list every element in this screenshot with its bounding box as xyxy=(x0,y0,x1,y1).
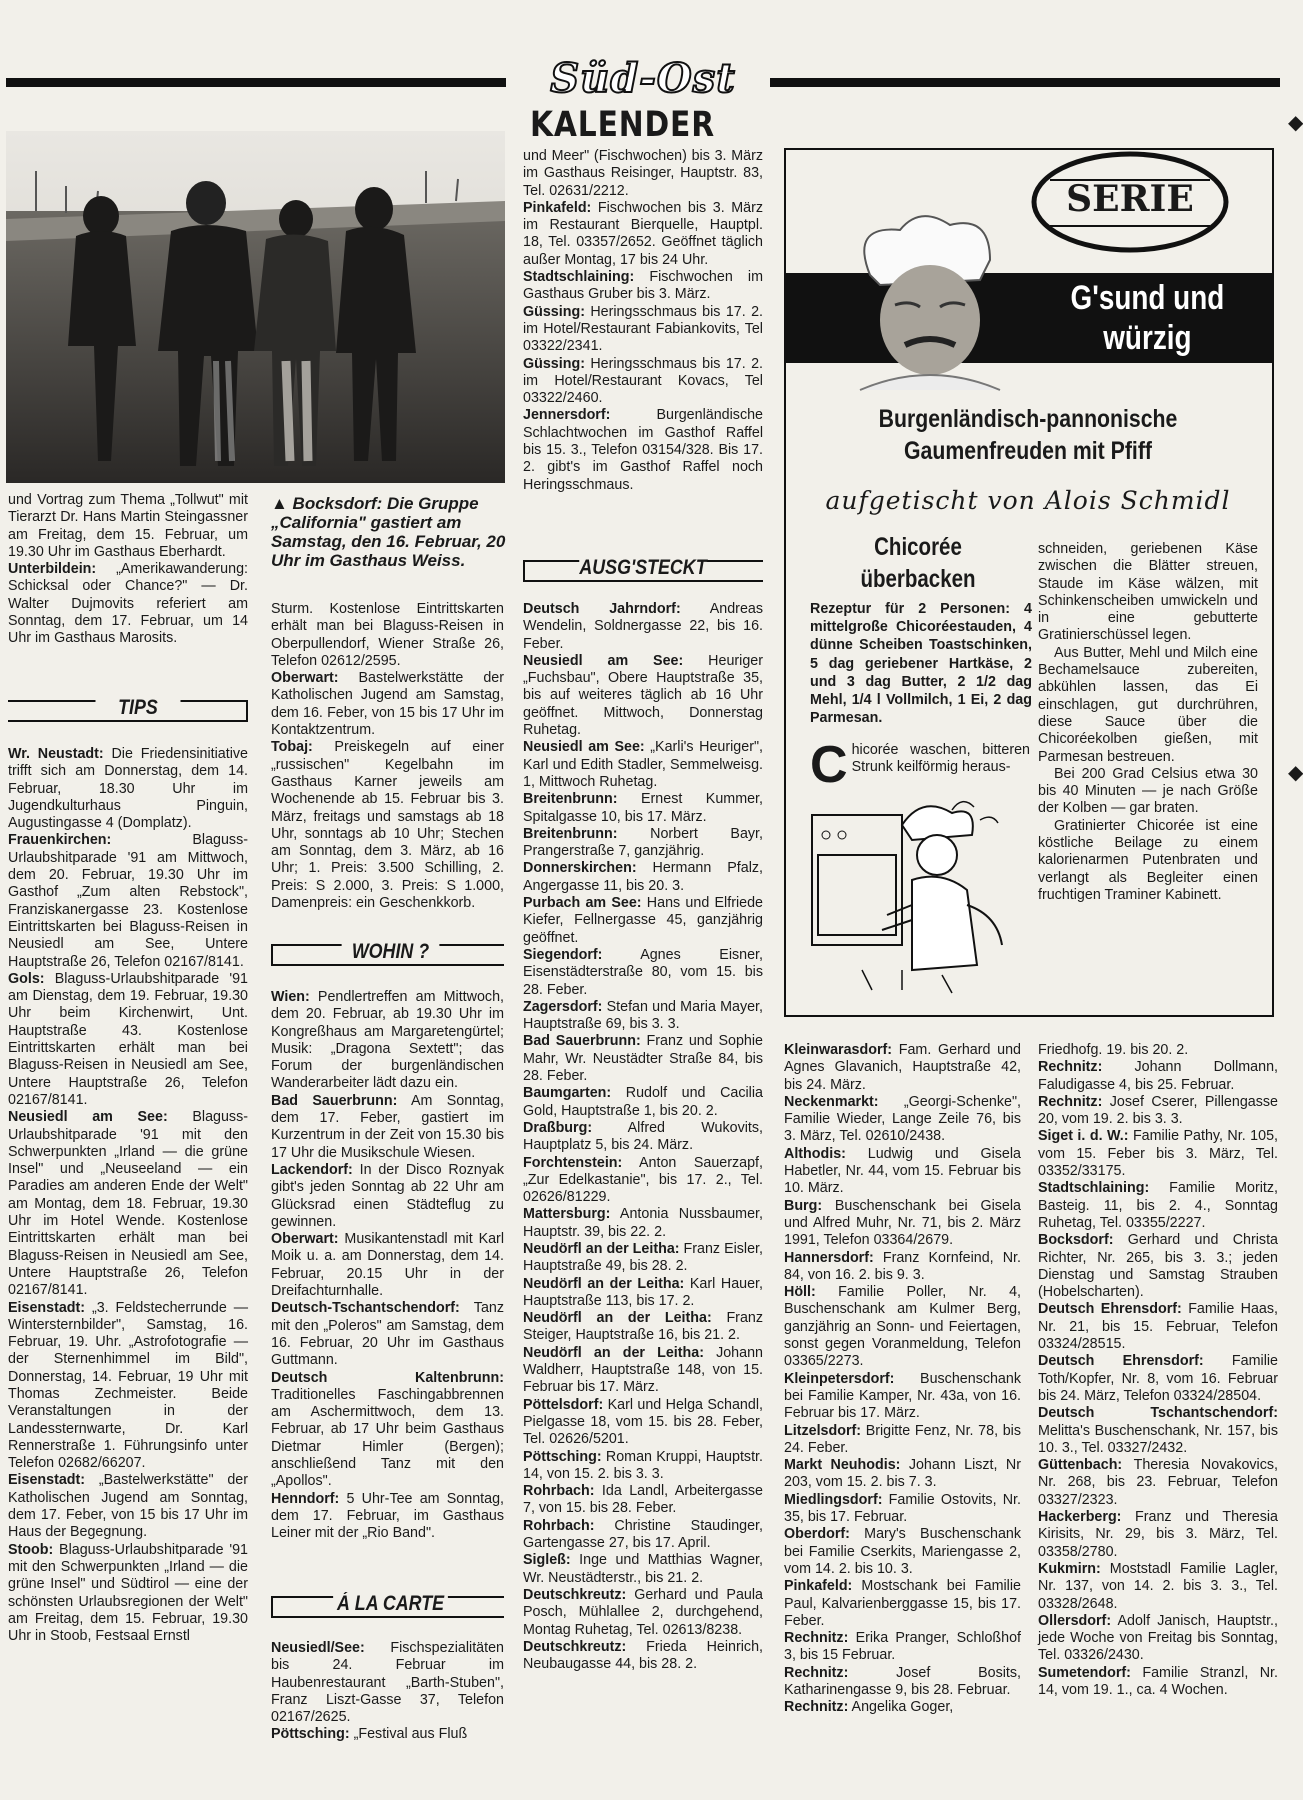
recipe-step-1-text: hicorée waschen, bitteren Strunk keilförmig heraus- xyxy=(851,742,1030,776)
col5-item: Litzelsdorf: Brigitte Fenz, Nr. 78, bis 24. Feber. xyxy=(784,1422,1021,1456)
masthead-rule-right xyxy=(770,78,1280,87)
col1-unterbildein: Unterbildein: „Amerikawanderung: Schicksal oder Chance?" — Dr. Walter Dujmovits referiert am Sonntag, dem 17. Februar, um 14 Uhr im Gasthaus Marosits. xyxy=(8,561,248,647)
tip-item: Frauenkirchen: Blaguss-Urlaubshitparade '91 am Mittwoch, dem 20. Februar, 19.30 Uhr im Gasthof „Zum alten Rebstock", Franziskanergasse 23. Kostenlose Eintrittskarten bei Blaguss-Reisen in Neusiedl am See, Untere Hauptstraße 26, Telefon 02167/8141. xyxy=(8,832,248,970)
col5-item: Neckenmarkt: „Georgi-Schenke", Familie Wieder, Lange Zeile 76, bis 3. März, Tel. 02610/2438. xyxy=(784,1093,1021,1145)
col6-item: Stadtschlaining: Familie Moritz, Basteig. 11, bis 2. 4., Sonntag Ruhetag, Tel. 03355/2227. xyxy=(1038,1180,1278,1231)
ausg-item: Siegendorf: Agnes Eisner, Eisenstädterstraße 80, vom 15. bis 28. Feber. xyxy=(523,946,763,998)
column-5 xyxy=(784,1042,1021,1717)
wohin-label: WOHIN ? xyxy=(342,940,440,964)
alacarte-item: Neusiedl/See: Fischspezialitäten bis 24. Februar im Haubenrestaurant „Barth-Stuben", Franz Liszt-Gasse 37, Telefon 02167/2625. xyxy=(271,1640,504,1726)
ausg-item: Purbach am See: Hans und Elfriede Kiefer, Fellnergasse 45, ganzjährig geöffnet. xyxy=(523,895,763,946)
col2-item: Oberwart: Bastelwerkstätte der Katholischen Jugend am Samstag, dem 16. Feber, von 15 bis 17 Uhr im Kontaktzentrum. xyxy=(271,670,504,739)
recipe-ingredients: Rezeptur für 2 Personen: 4 mittelgroße Chicoréestauden, 4 dünne Scheiben Toastschinken, 5 dag geriebener Hartkäse, 2 und 3 dag Butter, 2 1/2 dag Mehl, 1/4 l Vollmilch, 1 Ei, 2 dag Parmesan. xyxy=(810,601,1032,727)
col3-item: Jennersdorf: Burgenländische Schlachtwochen im Gasthof Raffel bis 15. 3., Telefon 03154/328. Bis 17. 2. gibt's im Gasthof Raffel noch Heringsschmaus. xyxy=(523,407,763,493)
masthead-logo xyxy=(512,55,774,147)
ausg-item: Deutschkreutz: Frieda Heinrich, Neubaugasse 44, bis 28. 2. xyxy=(523,1638,763,1673)
wohin-item: Wien: Pendlertreffen am Mittwoch, dem 20. Februar, ab 19.30 Uhr im Kongreßhaus am Margaretengürtel; Musik: „Dragona Sextett"; das Forum der burgenländischen Wanderarbeiter lädt dazu ein. xyxy=(271,989,504,1092)
col5-item: Rechnitz: Josef Bosits, Katharinengasse 9, bis 28. Februar. xyxy=(784,1664,1021,1698)
col5-item: Pinkafeld: Mostschank bei Familie Paul, Kalvarienberggasse 15, bis 17. Feber. xyxy=(784,1578,1021,1629)
col5-item: Rechnitz: Erika Pranger, Schloßhof 3, bis 15 Februar. xyxy=(784,1630,1021,1664)
ausg-item: Rohrbach: Ida Landl, Arbeitergasse 7, von 15. bis 28. Feber. xyxy=(523,1483,763,1517)
col5-item: Rechnitz: Angelika Goger, xyxy=(784,1699,954,1716)
ausg-item: Neusiedl am See: Heuriger „Fuchsbau", Obere Hauptstraße 35, bis auf weiteres täglich ab 16 Uhr geöffnet. Mittwoch, Donnerstag Ruhetag. xyxy=(523,652,763,739)
col3-item: Pinkafeld: Fischwochen bis 3. März im Restaurant Bierquelle, Hauptpl. 18, Tel. 03357/2652. Geöffnet täglich außer Montag, 17 bis 24 Uhr. xyxy=(523,199,763,268)
masthead-script: Süd-Ost xyxy=(550,55,736,102)
col6-item: Kukmirn: Moststadl Familie Lagler, Nr. 137, von 14. 2. bis 3. 3., Tel. 03328/2648. xyxy=(1038,1560,1278,1612)
recipe-steps-right xyxy=(1038,541,1258,904)
ausgsteckt-header xyxy=(523,556,763,582)
column-1-tips xyxy=(8,746,248,1645)
ausg-item: Breitenbrunn: Ernest Kummer, Spitalgasse 10, bis 17. März. xyxy=(523,791,763,825)
col5-item: Kleinpetersdorf: Buschenschank bei Familie Kamper, Nr. 43a, von 16. Februar bis 17. März. xyxy=(784,1370,1021,1422)
masthead-rule-left xyxy=(6,78,506,87)
col5-item: Hannersdorf: Franz Kornfeind, Nr. 84, von 16. 2. bis 9. 3. xyxy=(784,1249,1021,1283)
chef-portrait xyxy=(800,205,1060,395)
wohin-item: Deutsch-Tschantschendorf: Tanz mit den „Poleros" am Samstag, dem 16. Februar, 20 Uhr im Gasthaus Guttmann. xyxy=(271,1300,504,1369)
alacarte-item: Pöttsching: „Festival aus Fluß xyxy=(271,1726,468,1743)
ausg-item: Neudörfl an der Leitha: Karl Hauer, Hauptstraße 113, bis 17. 2. xyxy=(523,1275,763,1309)
ausg-item: Bad Sauerbrunn: Franz und Sophie Mahr, Wr. Neustädter Straße 84, bis 28. Feber. xyxy=(523,1033,763,1085)
serie-oval-label: SERIE xyxy=(1066,178,1194,220)
col6-item: Rechnitz: Johann Dollmann, Faludigasse 4, bis 25. Februar. xyxy=(1038,1059,1278,1093)
chef-cartoon xyxy=(802,795,1016,995)
wohin-item: Henndorf: 5 Uhr-Tee am Sonntag, dem 17. Februar, im Gasthaus Leiner mit der „Rio Band". xyxy=(271,1490,504,1542)
ausg-item: Pöttelsdorf: Karl und Helga Schandl, Pielgasse 18, vom 15. bis 28. Feber, Tel. 02626/5201. xyxy=(523,1396,763,1448)
photo-caption: ▲ Bocksdorf: Die Gruppe „California" gastiert am Samstag, den 16. Februar, 20 Uhr im Gasthaus Weiss. xyxy=(271,494,506,570)
col6-item: Deutsch Ehrensdorf: Familie Haas, Nr. 21, bis 15. Februar, Telefon 03324/28515. xyxy=(1038,1301,1278,1353)
recipe-step-1 xyxy=(810,736,1030,794)
dropcap: C xyxy=(810,736,848,794)
col3-item: und Meer" (Fischwochen) bis 3. März im Gasthaus Reisinger, Hauptstr. 83, Tel. 02631/2212. xyxy=(523,148,763,199)
ausg-item: Pöttsching: Roman Kruppi, Hauptstr. 14, von 15. 2. bis 3. 3. xyxy=(523,1448,763,1482)
col5-item: Höll: Familie Poller, Nr. 4, Buschenschank am Kulmer Berg, ganzjährig an Sonn- und Feiertagen, sonst gegen Voranmeldung, Telefon 03365/2273. xyxy=(784,1284,1021,1370)
tip-item: Wr. Neustadt: Die Friedensinitiative trifft sich am Donnerstag, dem 14. Februar, 18.30 Uhr im Jugendkulturhaus Pinguin, Augustingasse 4 (Domplatz). xyxy=(8,746,248,832)
col5-item: Miedlingsdorf: Familie Ostovits, Nr. 35, bis 17. Februar. xyxy=(784,1491,1021,1526)
recipe-step: Bei 200 Grad Celsius etwa 30 bis 40 Minuten — je nach Größe der Kolben — gar braten. xyxy=(1038,765,1258,817)
ausg-item: Breitenbrunn: Norbert Bayr, Prangerstraße 7, ganzjährig. xyxy=(523,825,763,860)
col6-item: Güttenbach: Theresia Novakovics, Nr. 268, bis 23. Februar, Telefon 03327/2323. xyxy=(1038,1457,1278,1508)
recipe-step: Gratinierter Chicorée ist eine köstliche Beilage zu einem kalorienarmen Putenbraten und verlangt als Begleiter einen fruchtigen Traminer Kabinett. xyxy=(1038,817,1258,903)
wohin-item: Deutsch Kaltenbrunn: Traditionelles Faschingabbrennen am Aschermittwoch, dem 13. Februar, ab 17 Uhr beim Gasthaus Dietmar Himler (Bergen); anschließend Tanz mit den „Apollos". xyxy=(271,1369,504,1490)
ausg-item: Neusiedl am See: „Karli's Heuriger", Karl und Edith Stadler, Semmelweisg. 1, Mittwoch Ruhetag. xyxy=(523,739,763,790)
col5-item: Burg: Buschenschank bei Gisela und Alfred Muhr, Nr. 71, bis 2. März 1991, Telefon 03364/2679. xyxy=(784,1197,1021,1249)
col5-item: Althodis: Ludwig und Gisela Habetler, Nr. 44, vom 15. Februar bis 10. März. xyxy=(784,1145,1021,1197)
col6-item: Bocksdorf: Gerhard und Christa Richter, Nr. 265, bis 3. 3.; jeden Dienstag und Samstag Strauben (Hobelscharten). xyxy=(1038,1232,1278,1301)
alacarte-label: Á LA CARTE xyxy=(333,1592,448,1616)
col1-intro: und Vortrag zum Thema „Tollwut" mit Tierarzt Dr. Hans Martin Steingassner am Freitag, dem 15. Februar, um 19.30 Uhr im Gasthaus Eberhardt. xyxy=(8,492,248,560)
ausg-item: Neudörfl an der Leitha: Franz Eisler, Hauptstraße 49, bis 28. 2. xyxy=(523,1240,764,1275)
alacarte-header xyxy=(271,1592,504,1618)
ausg-item: Rohrbach: Christine Staudinger, Gartengasse 27, bis 17. April. xyxy=(523,1517,763,1552)
col3-item: Güssing: Heringsschmaus bis 17. 2. im Hotel/Restaurant Kovacs, Tel 03322/2460. xyxy=(523,355,763,407)
serie-author: aufgetischt von Alois Schmidl xyxy=(825,486,1231,515)
ausg-item: Donnerskirchen: Hermann Pfalz, Angergasse 11, bis 20. 3. xyxy=(523,860,763,894)
col3-item: Güssing: Heringsschmaus bis 17. 2. im Hotel/Restaurant Fabiankovits, Tel 03322/2341. xyxy=(523,303,763,355)
ausg-item: Neudörfl an der Leitha: Johann Waldherr, Hauptstraße 148, von 15. Februar bis 17. März. xyxy=(523,1344,763,1396)
col6-item: Siget i. d. W.: Familie Pathy, Nr. 105, vom 15. Feber bis 3. März, Tel. 03352/33175. xyxy=(1038,1128,1278,1180)
col6-item: Deutsch Ehrensdorf: Familie Toth/Kopfer, Nr. 8, vom 16. Februar bis 24. März, Telefon 03324/28504. xyxy=(1038,1353,1278,1404)
tip-item: Gols: Blaguss-Urlaubshitparade '91 am Dienstag, dem 19. Februar, 19.30 Uhr beim Kirchenwirt, Unt. Hauptstraße 43. Kostenlose Eintrittskarten erhält man bei Blaguss-Reisen in Neusiedl am See, Untere Hauptstraße 26, Telefon 02167/8141. xyxy=(8,970,248,1108)
col5-item: Oberdorf: Mary's Buschenschank bei Familie Cserkits, Mariengasse 2, vom 14. 2. bis 10. 3. xyxy=(784,1526,1021,1577)
col2-item: Sturm. Kostenlose Eintrittskarten erhält man bei Blaguss-Reisen in Oberpullendorf, Wiener Straße 26, Telefon 02612/2595. xyxy=(271,601,504,669)
wohin-header xyxy=(271,940,504,966)
tips-label: TIPS xyxy=(96,696,181,720)
tips-header xyxy=(8,696,248,722)
column-2-alacarte xyxy=(271,1640,504,1744)
ausg-item: Zagersdorf: Stefan und Maria Mayer, Hauptstraße 69, bis 3. 3. xyxy=(523,998,763,1033)
band-photo xyxy=(6,131,505,483)
col5-item: Markt Neuhodis: Johann Liszt, Nr 203, vom 15. 2. bis 7. 3. xyxy=(784,1457,1021,1491)
ausg-item: Neudörfl an der Leitha: Franz Steiger, Hauptstraße 16, bis 21. 2. xyxy=(523,1310,763,1344)
column-1 xyxy=(8,492,248,648)
tip-item: Eisenstadt: „3. Feldstecherrunde — Wintersternbilder", Samstag, 16. Februar, 19. Uhr. „Astrofotografie — der Sternenhimmel im Bild", Donnerstag, 14. Februar, 19 Uhr mit Thomas Zechmeister. Beide Veranstaltungen in der Landessternwarte, Dr. Karl Rennerstraße 1. Führungsinfo unter Telefon 02682/66207. xyxy=(8,1299,248,1472)
wohin-item: Lackendorf: In der Disco Roznyak gibt's jeden Sonntag ab 22 Uhr am Glücksrad einen Städteflug zu gewinnen. xyxy=(271,1161,504,1230)
wohin-item: Bad Sauerbrunn: Am Sonntag, dem 17. Feber, gastiert im Kurzentrum in der Zeit von 15.30 bis 17 Uhr die Musikschule Wiesen. xyxy=(271,1092,504,1161)
ausgsteckt-label: AUSG'STECKT xyxy=(579,556,707,579)
column-3-ausgsteckt xyxy=(523,601,763,1673)
recipe-step: schneiden, geriebenen Käse zwischen die Blätter streuen, Staude im Käse wälzen, mit Schinkenscheiben umwickeln und in eine gebutterte Gratinierschüssel legen. xyxy=(1038,541,1258,644)
ausg-item: Mattersburg: Antonia Nussbaumer, Hauptstr. 39, bis 22. 2. xyxy=(523,1206,763,1240)
ausg-item: Baumgarten: Rudolf und Cacilia Gold, Hauptstraße 1, bis 20. 2. xyxy=(523,1085,763,1119)
col6-item: Rechnitz: Josef Cserer, Pillengasse 20, vom 19. 2. bis 3. 3. xyxy=(1038,1093,1278,1128)
col2-item: Tobaj: Preiskegeln auf einer „russischen" Kegelbahn im Gasthaus Karner jeweils am Wochenende ab 15. Februar bis 3. März, freitags und samstags ab 18 Uhr, sonntags ab 10 Uhr; Stechen am Sonntag, dem 3. März, ab 16 Uhr; 1. Preis: 3.500 Schilling, 2. Preis: S 2.000, 3. Preis: S 1.000, Damenpreis: ein Geschenkkorb. xyxy=(271,739,504,912)
col6-item: Ollersdorf: Adolf Janisch, Hauptstr., jede Woche von Freitag bis Sonntag, Tel. 03326/2430. xyxy=(1038,1612,1278,1664)
ausg-item: Sigleß: Inge und Matthias Wagner, Wr. Neustädterstr., bis 21. 2. xyxy=(523,1552,763,1586)
tip-item: Stoob: Blaguss-Urlaubshitparade '91 mit den Schwerpunkten „Irland — die grüne Insel" und Südtirol — eine der schönsten Urlaubsregionen der Welt" am Freitag, dem 15. Februar, 19.30 Uhr in Stoob, Festsaal Ernstl xyxy=(8,1541,248,1645)
serie-headline: Burgenländisch-pannonische Gaumenfreuden mit Pfiff xyxy=(878,405,1178,465)
column-3 xyxy=(523,148,763,494)
wohin-item: Oberwart: Musikantenstadl mit Karl Moik u. a. am Donnerstag, dem 14. Februar, 20.15 Uhr in der Dreifachturnhalle. xyxy=(271,1231,504,1300)
ausg-item: Deutsch Jahrndorf: Andreas Wendelin, Soldnergasse 22, bis 16. Feber. xyxy=(523,601,763,652)
ausg-item: Draßburg: Alfred Wukovits, Hauptplatz 5, bis 24. März. xyxy=(523,1119,763,1154)
column-2 xyxy=(271,601,504,912)
column-6 xyxy=(1038,1042,1278,1699)
serie-band-title: G'sund und würzig xyxy=(1070,279,1225,357)
ausg-item: Deutschkreutz: Gerhard und Paula Posch, Mühlallee 2, durchgehend, Montag Ruhetag, Tel. 02613/8238. xyxy=(523,1586,763,1638)
ausg-item: Forchtenstein: Anton Sauerzapf, „Zur Edelkastanie", bis 17. 2., Tel. 02626/81229. xyxy=(523,1154,763,1206)
col6-item: Sumetendorf: Familie Stranzl, Nr. 14, vom 19. 1., ca. 4 Wochen. xyxy=(1038,1664,1278,1698)
edge-mark-icon: ◆ xyxy=(1288,112,1303,134)
masthead-title: KALENDER xyxy=(530,105,715,145)
recipe-step: Aus Butter, Mehl und Milch eine Bechamelsauce zubereiten, abkühlen lassen, das Ei einschlagen, gut durchrühren, diese Sauce über die Chicoréekolben gießen, mit Parmesan bestreuen. xyxy=(1038,644,1258,765)
tip-item: Neusiedl am See: Blaguss-Urlaubshitparade '91 mit den Schwerpunkten „Irland — die grüne Insel" und „Neuseeland — ein Paradies am anderen Ende der Welt" am Montag, dem 18. Februar, 19.30 Uhr im Hotel Wende. Kostenlose Eintrittskarten erhält man bei Blaguss-Reisen in Neusiedl am See, Untere Hauptstraße 26, Telefon 02167/8141. xyxy=(8,1109,248,1299)
edge-mark-icon: ◆ xyxy=(1288,762,1303,784)
column-2-wohin xyxy=(271,989,504,1543)
col5-item: Kleinwarasdorf: Fam. Gerhard und Agnes Glavanich, Hauptstraße 42, bis 24. März. xyxy=(784,1042,1021,1093)
tip-item: Eisenstadt: „Bastelwerkstätte" der Katholischen Jugend am Sonntag, dem 17. Feber, von 15 bis 17 Uhr im Haus der Begegnung. xyxy=(8,1472,248,1541)
col3-item: Stadtschlaining: Fischwochen im Gasthaus Gruber bis 3. März. xyxy=(523,269,763,303)
recipe-title: Chicorée überbacken xyxy=(860,533,976,593)
col6-item: Hackerberg: Franz und Theresia Kirisits, Nr. 29, bis 3. März, Tel. 03358/2780. xyxy=(1038,1509,1278,1560)
col6-item: Friedhofg. 19. bis 20. 2. xyxy=(1038,1042,1189,1058)
col6-item: Deutsch Tschantschendorf: Melitta's Buschenschank, Nr. 157, bis 10. 3., Tel. 03327/2432. xyxy=(1038,1405,1278,1456)
